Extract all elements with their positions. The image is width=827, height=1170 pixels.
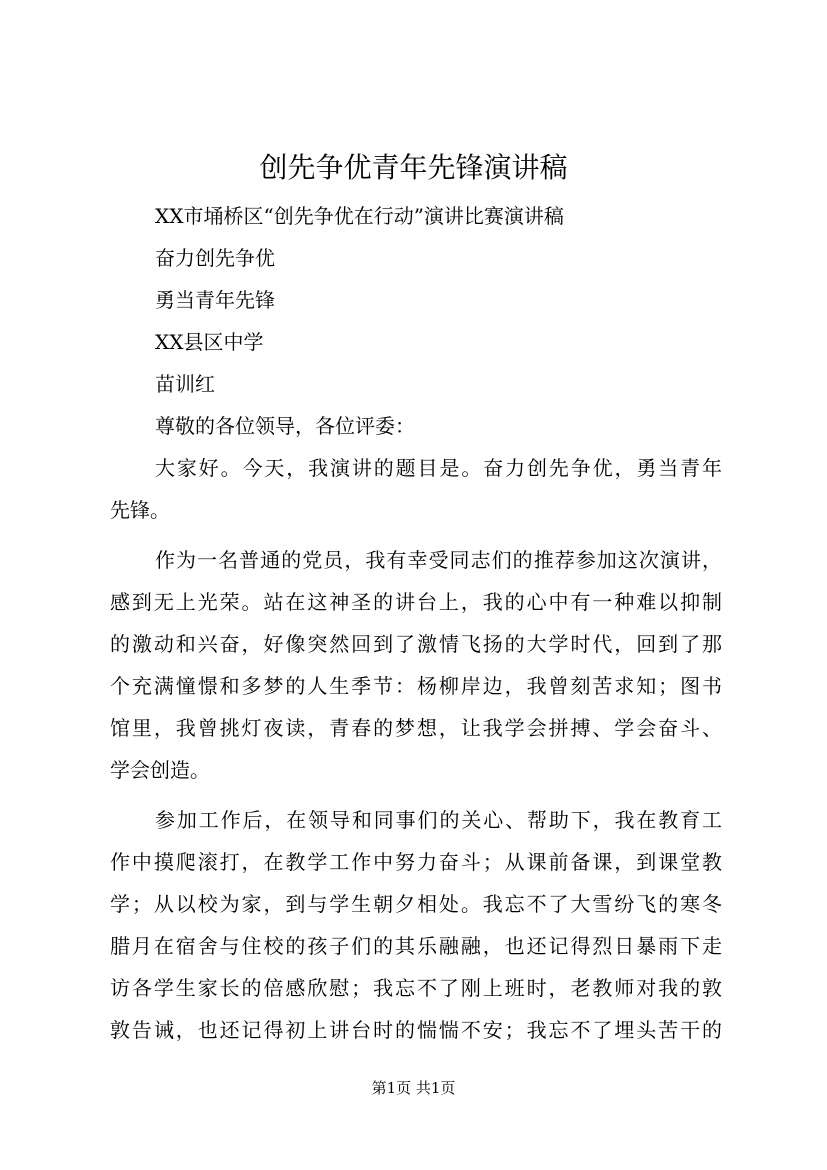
- paragraph-line: 的激动和兴奋，好像突然回到了激情飞扬的大学时代，回到了那: [110, 632, 722, 656]
- salutation-line: 尊敬的各位领导，各位评委：: [155, 414, 415, 438]
- heading-line: 勇当青年先锋: [155, 288, 275, 312]
- heading-line: 奋力创先争优: [155, 246, 275, 270]
- paragraph-line: 大家好。今天，我演讲的题目是。奋力创先争优，勇当青年: [155, 456, 722, 480]
- paragraph: [110, 447, 722, 531]
- document-title: 创先争优青年先锋演讲稿: [259, 151, 568, 184]
- paragraph-line: 学；从以校为家，到与学生朝夕相处。我忘不了大雪纷飞的寒冬: [110, 892, 722, 916]
- paragraph-line: 参加工作后，在领导和同事们的关心、帮助下，我在教育工: [155, 808, 722, 832]
- author-line: 苗训红: [155, 372, 215, 396]
- paragraph-line: 访各学生家长的倍感欣慰；我忘不了刚上班时，老教师对我的敦: [110, 976, 722, 1000]
- subtitle-line: XX市埇桥区“创先争优在行动”演讲比赛演讲稿: [155, 204, 564, 228]
- paragraph-line: 感到无上光荣。站在这神圣的讲台上，我的心中有一种难以抑制: [110, 590, 722, 614]
- paragraph-line: 先锋。: [110, 498, 170, 522]
- paragraph-line: 腊月在宿舍与住校的孩子们的其乐融融，也还记得烈日暴雨下走: [110, 934, 722, 958]
- paragraph-line: 作为一名普通的党员，我有幸受同志们的推荐参加这次演讲，: [155, 548, 722, 572]
- paragraph-line: 馆里，我曾挑灯夜读，青春的梦想，让我学会拼搏、学会奋斗、: [110, 716, 722, 740]
- paragraph-line: 敦告诫，也还记得初上讲台时的惴惴不安；我忘不了埋头苦干的: [110, 1018, 722, 1042]
- page-number-footer: 第1页 共1页: [371, 1079, 456, 1097]
- paragraph-line: 作中摸爬滚打，在教学工作中努力奋斗；从课前备课，到课堂教: [110, 850, 722, 874]
- school-line: XX县区中学: [155, 330, 264, 354]
- paragraph: [110, 799, 722, 1051]
- paragraph-line: 个充满憧憬和多梦的人生季节：杨柳岸边，我曾刻苦求知；图书: [110, 674, 722, 698]
- document-body: [110, 195, 722, 1051]
- paragraph-line: 学会创造。: [110, 758, 210, 782]
- paragraph: [110, 539, 722, 791]
